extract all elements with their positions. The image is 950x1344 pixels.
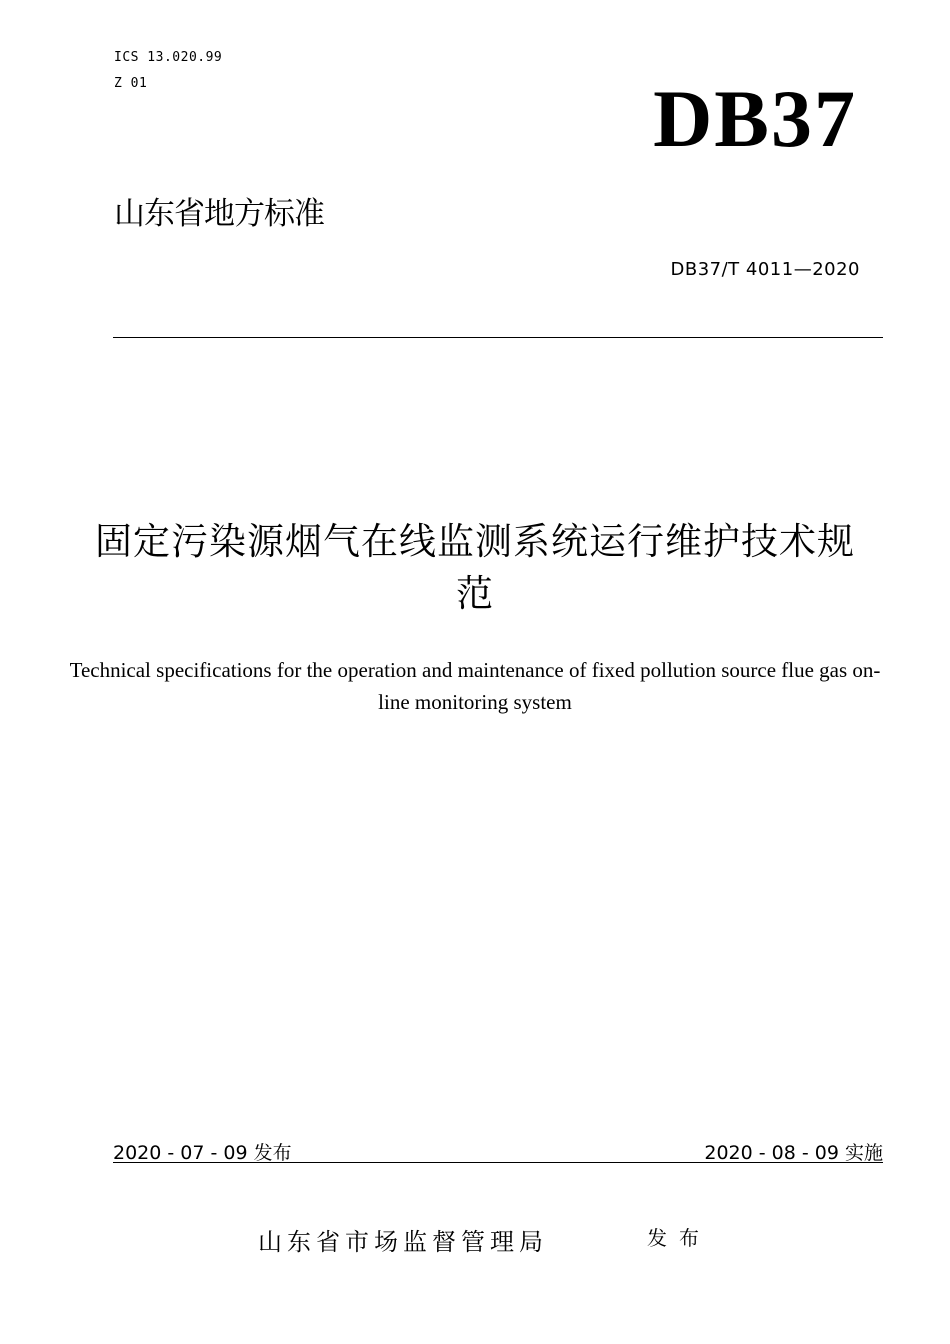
implementation-date: 2020 - 08 - 09 实施: [704, 1142, 883, 1164]
ccs-code: Z 01: [114, 76, 148, 91]
title-chinese: 固定污染源烟气在线监测系统运行维护技术规范: [95, 520, 855, 615]
title-english: Technical specifications for the operation and maintenance of fixed pollution source flue gas on-line monitoring system: [69, 658, 881, 714]
header-divider: [113, 337, 883, 338]
standard-number: DB37/T 4011—2020: [670, 259, 860, 280]
issue-label: 发布: [647, 1226, 711, 1250]
standard-logo: DB37: [653, 73, 857, 164]
issue-date: 2020 - 07 - 09 发布: [113, 1142, 292, 1164]
ics-code: ICS 13.020.99: [114, 50, 223, 65]
standard-type: 山东省地方标准: [114, 196, 324, 232]
date-row: [113, 1136, 883, 1163]
issuing-authority: 山东省市场监督管理局: [258, 1228, 548, 1256]
